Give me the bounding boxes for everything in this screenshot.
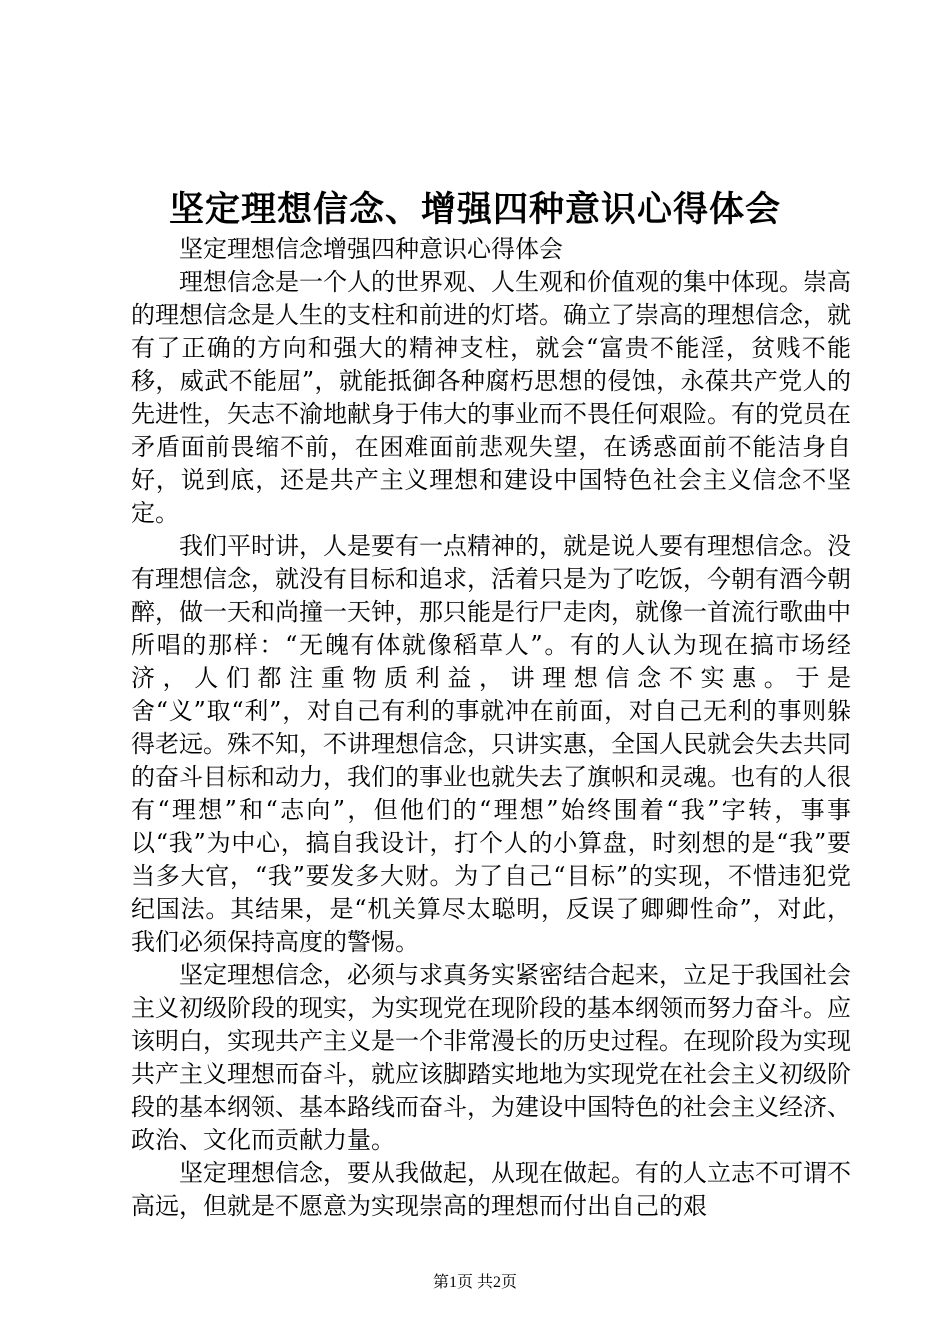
- document-title: 坚定理想信念、增强四种意识心得体会: [168, 189, 781, 230]
- body-paragraph: 坚定理想信念，必须与求真务实紧密结合起来，立足于我国社会主义初级阶段的现实，为实现党在现阶段的基本纲领而努力奋斗。应该明白，实现共产主义是一个非常漫长的历史过程。在现阶段为实现共产主义理想而奋斗，就应该脚踏实地地为实现党在社会主义初级阶段的基本纲领、基本路线而奋斗，为建设中国特色的社会主义经济、政治、文化而贡献力量。: [131, 961, 851, 1154]
- page-number-footer: 第1页 共2页: [432, 1274, 517, 1291]
- document-body: [131, 233, 851, 1223]
- subtitle-paragraph: 坚定理想信念增强四种意识心得体会: [179, 235, 563, 263]
- body-paragraph: 理想信念是一个人的世界观、人生观和价值观的集中体现。崇高的理想信念是人生的支柱和前进的灯塔。确立了崇高的理想信念，就有了正确的方向和强大的精神支柱，就会“富贵不能淫，贫贱不能移，威武不能屈”，就能抵御各种腐朽思想的侵蚀，永葆共产党人的先进性，矢志不渝地献身于伟大的事业而不畏任何艰险。有的党员在矛盾面前畏缩不前，在困难面前悲观失望，在诱惑面前不能洁身自好，说到底，还是共产主义理想和建设中国特色社会主义信念不坚定。: [131, 268, 851, 527]
- body-paragraph: 我们平时讲，人是要有一点精神的，就是说人要有理想信念。没有理想信念，就没有目标和追求，活着只是为了吃饭，今朝有酒今朝醉，做一天和尚撞一天钟，那只能是行尸走肉，就像一首流行歌曲中所唱的那样：“无魄有体就像稻草人”。有的人认为现在搞市场经济，人们都注重物质利益，讲理想信念不实惠。于是舍“义”取“利”，对自己有利的事就冲在前面，对自己无利的事则躲得老远。殊不知，不讲理想信念，只讲实惠，全国人民就会失去共同的奋斗目标和动力，我们的事业也就失去了旗帜和灵魂。也有的人很有“理想”和“志向”，但他们的“理想”始终围着“我”字转，事事以“我”为中心，搞自我设计，打个人的小算盘，时刻想的是“我”要当多大官，“我”要发多大财。为了自己“目标”的实现，不惜违犯党纪国法。其结果，是“机关算尽太聪明，反误了卿卿性命”，对此，我们必须保持高度的警惕。: [131, 532, 851, 956]
- body-paragraph: 坚定理想信念，要从我做起，从现在做起。有的人立志不可谓不高远，但就是不愿意为实现崇高的理想而付出自己的艰: [131, 1159, 851, 1220]
